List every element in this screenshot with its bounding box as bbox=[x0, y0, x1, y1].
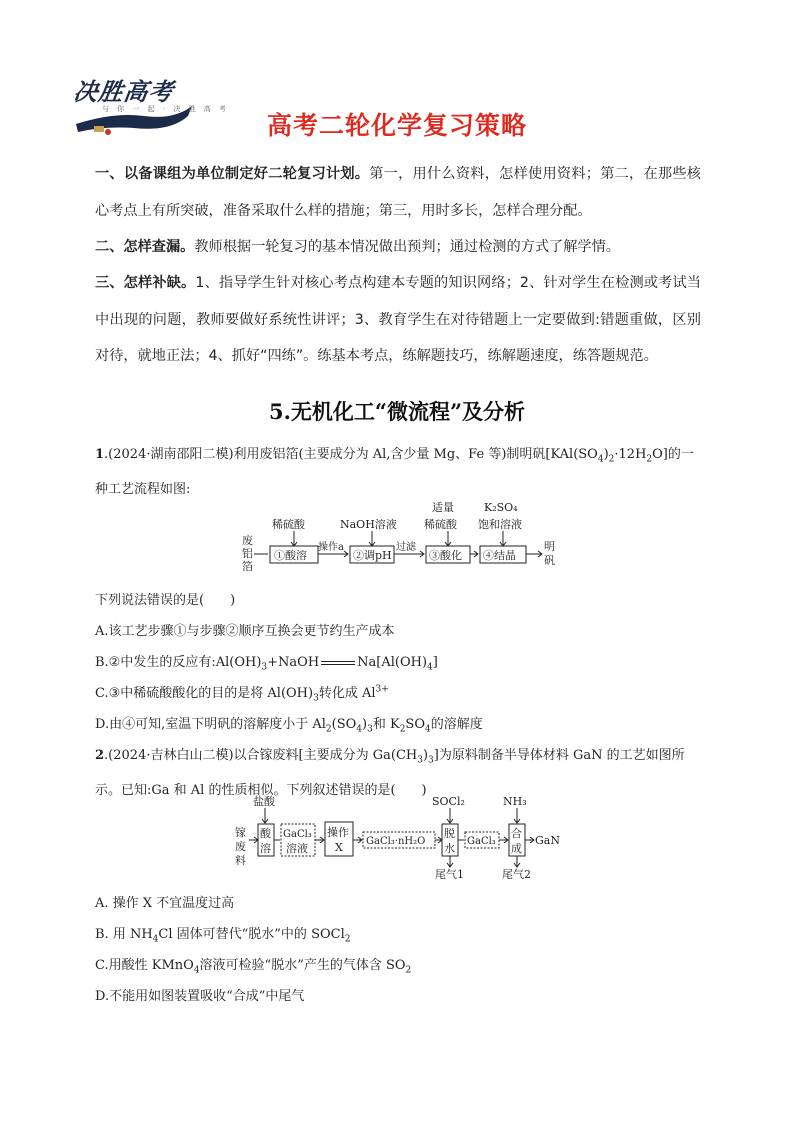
flow2-gas-2: 尾气2 bbox=[502, 868, 531, 880]
flow2-start-1: 镓 bbox=[235, 826, 246, 839]
q2-stem-part: .(2024·吉林白山二模)以合镓废料[主要成分为 Ga(CH bbox=[104, 748, 418, 763]
flow1-reagent-5: K₂SO₄ bbox=[484, 501, 518, 514]
strategy-paragraph-3 bbox=[95, 265, 701, 375]
q1-stem-part: ·12H bbox=[614, 447, 647, 462]
option-c-part: C.③中稀硫酸酸化的目的是将 Al(OH) bbox=[95, 686, 314, 701]
subscript: 3 bbox=[367, 724, 373, 735]
question-1-option-c[interactable] bbox=[95, 682, 389, 704]
flow2-box-2a: GaCl₃ bbox=[283, 829, 312, 840]
q2-stem-part: ]为原料制备半导体材料 GaN 的工艺如图所示。已知:Ga 和 Al 的性质相似。下列叙述错误的是( ) bbox=[95, 748, 685, 798]
option-b-part: Na[Al(OH) bbox=[357, 655, 428, 670]
subscript: 3 bbox=[428, 755, 434, 766]
flow1-reagent-3: 适量 bbox=[432, 501, 454, 514]
q2-stem-part: ) bbox=[422, 748, 429, 763]
option-c-part: C.用酸性 KMnO bbox=[95, 958, 194, 973]
question-2-number: 2 bbox=[95, 748, 105, 763]
q1-stem-part: O]的一种工艺流程如图: bbox=[95, 447, 694, 497]
question-2-option-b[interactable] bbox=[95, 923, 350, 945]
question-1-stem bbox=[95, 440, 705, 504]
subscript: 2 bbox=[608, 454, 615, 465]
flow1-end-1: 明 bbox=[544, 540, 555, 553]
strategy-2-heading: 二、怎样查漏。 bbox=[95, 239, 195, 255]
flow1-reagent-6: 饱和溶液 bbox=[478, 518, 522, 531]
option-b-part: B. 用 NH bbox=[95, 927, 153, 942]
strategy-1-heading: 一、以备课组为单位制定好二轮复习计划。 bbox=[95, 166, 370, 182]
subscript: 2 bbox=[646, 454, 653, 465]
subscript: 4 bbox=[425, 724, 431, 735]
flow2-box-3b: X bbox=[335, 841, 343, 854]
strategy-paragraph-1 bbox=[95, 156, 701, 229]
subscript: 4 bbox=[193, 965, 200, 976]
flow2-product: GaN bbox=[535, 834, 560, 847]
subscript: 2 bbox=[405, 965, 412, 976]
flow2-box-7b: 成 bbox=[511, 842, 522, 855]
flow1-step-4: ④结晶 bbox=[483, 549, 516, 562]
option-d-part: 的溶解度 bbox=[430, 717, 483, 732]
question-2-flowchart bbox=[227, 794, 567, 880]
flow2-reagent-3: NH₃ bbox=[503, 795, 527, 808]
flow2-box-1a: 酸 bbox=[260, 827, 271, 840]
subscript: 4 bbox=[356, 724, 363, 735]
option-d-part: 和 K bbox=[372, 717, 400, 732]
option-d-part: (SO bbox=[331, 717, 357, 732]
flow1-step-2: ②调pH bbox=[353, 549, 392, 562]
option-b-part: Cl 固体可替代“脱水”中的 SOCl bbox=[158, 927, 345, 942]
strategy-2-text: 教师根据一轮复习的基本情况做出预判；通过检测的方式了解学情。 bbox=[194, 239, 620, 255]
flow2-box-3a: 操作 bbox=[327, 826, 349, 839]
option-b-part: +NaOH bbox=[267, 655, 320, 670]
flow1-end-2: 矾 bbox=[544, 554, 555, 567]
flow1-link-2: 过滤 bbox=[396, 542, 416, 553]
flow2-box-5a: 脱 bbox=[444, 827, 455, 840]
superscript: 3+ bbox=[375, 684, 389, 695]
q1-stem-part: ) bbox=[603, 447, 609, 462]
flow2-box-6: GaCl₃ bbox=[467, 836, 496, 847]
subscript: 3 bbox=[313, 693, 319, 704]
flow1-link-1: 操作a bbox=[318, 542, 344, 553]
strategy-1-text: 第一，用什么资料，怎样使用资料；第二，在那些核心考点上有所突破，准备采取什么样的措施；第三，用时多长，怎样合理分配。 bbox=[95, 166, 701, 219]
strategy-3-heading: 三、怎样补缺。 bbox=[95, 275, 196, 291]
flow2-gas-1: 尾气1 bbox=[435, 868, 464, 880]
option-d-part: ) bbox=[362, 717, 368, 732]
subscript: 4 bbox=[597, 454, 604, 465]
flow2-box-4: GaCl₃·nH₂O bbox=[366, 836, 426, 847]
question-2-option-d[interactable]: D.不能用如图装置吸收“合成”中尾气 bbox=[95, 989, 305, 1004]
page-title: 高考二轮化学复习策略 bbox=[266, 111, 527, 140]
flow2-start-3: 料 bbox=[235, 854, 246, 867]
question-1-option-a[interactable]: A.该工艺步骤①与步骤②顺序互换会更节约生产成本 bbox=[95, 624, 395, 639]
flow2-box-7a: 合 bbox=[511, 827, 522, 840]
question-1-flowchart bbox=[240, 497, 556, 577]
option-d-part: D.由④可知,室温下明矾的溶解度小于 Al bbox=[95, 717, 326, 732]
subscript: 4 bbox=[152, 934, 159, 945]
flow2-box-5b: 水 bbox=[444, 842, 455, 855]
question-1-number: 1 bbox=[95, 447, 105, 462]
flow1-step-3: ③酸化 bbox=[429, 549, 462, 562]
option-d-part: SO bbox=[405, 717, 425, 732]
question-1-prompt: 下列说法错误的是( ) bbox=[95, 593, 236, 608]
flow2-start-2: 废 bbox=[235, 840, 246, 853]
subscript: 2 bbox=[344, 934, 351, 945]
question-1-option-b[interactable] bbox=[95, 651, 438, 673]
subscript: 2 bbox=[399, 724, 406, 735]
option-b-part: ] bbox=[432, 655, 438, 670]
q1-stem-part: .(2024·湖南邵阳二模)利用废铝箔(主要成分为 Al,含少量 Mg、Fe 等)制明矾[KAl(SO bbox=[104, 447, 598, 462]
strategy-paragraph-2 bbox=[95, 229, 701, 266]
flow2-reagent-2: SOCl₂ bbox=[432, 795, 465, 808]
subscript: 2 bbox=[325, 724, 332, 735]
question-1-option-d[interactable] bbox=[95, 713, 483, 735]
equals-sign-icon bbox=[321, 661, 355, 665]
flow1-reagent-4: 稀硫酸 bbox=[424, 518, 457, 531]
subscript: 3 bbox=[417, 755, 423, 766]
flow1-reagent-1: 稀硫酸 bbox=[272, 518, 305, 531]
flow1-start-3: 箔 bbox=[242, 560, 253, 573]
logo-text: 决胜高考 bbox=[71, 78, 176, 106]
flow2-box-1b: 溶 bbox=[260, 842, 271, 855]
section-title: 5.无机化工“微流程”及分析 bbox=[268, 399, 526, 424]
option-c-part: 转化成 Al bbox=[318, 686, 376, 701]
option-c-part: 溶液可检验“脱水”产生的气体含 SO bbox=[199, 958, 406, 973]
flow1-start-1: 废 bbox=[242, 534, 253, 547]
strategy-3-text: 1、指导学生针对核心考点构建本专题的知识网络；2、针对学生在检测或考试当中出现的问题，教师要做好系统性讲评；3、教育学生在对待错题上一定要做到:错题重做，区别对待，就地正法；4、抓好“四练”。练基本考点，练解题技巧，练解题速度，练答题规范。 bbox=[95, 275, 701, 364]
option-b-part: B.②中发生的反应有:Al(OH) bbox=[95, 655, 262, 670]
flow1-step-1: ①酸溶 bbox=[274, 549, 307, 562]
subscript: 3 bbox=[261, 662, 268, 673]
flow1-reagent-2: NaOH溶液 bbox=[340, 518, 397, 531]
question-2-option-a[interactable]: A. 操作 X 不宜温度过高 bbox=[95, 896, 235, 911]
flow1-start-2: 铝 bbox=[242, 547, 253, 560]
subscript: 4 bbox=[427, 662, 433, 673]
logo-subtext: 与 你 一 起 · 决 胜 高 考 bbox=[102, 105, 230, 113]
flow2-reagent-1: 盐酸 bbox=[253, 795, 275, 808]
flow2-box-2b: 溶液 bbox=[286, 842, 308, 855]
question-2-option-c[interactable] bbox=[95, 954, 411, 976]
